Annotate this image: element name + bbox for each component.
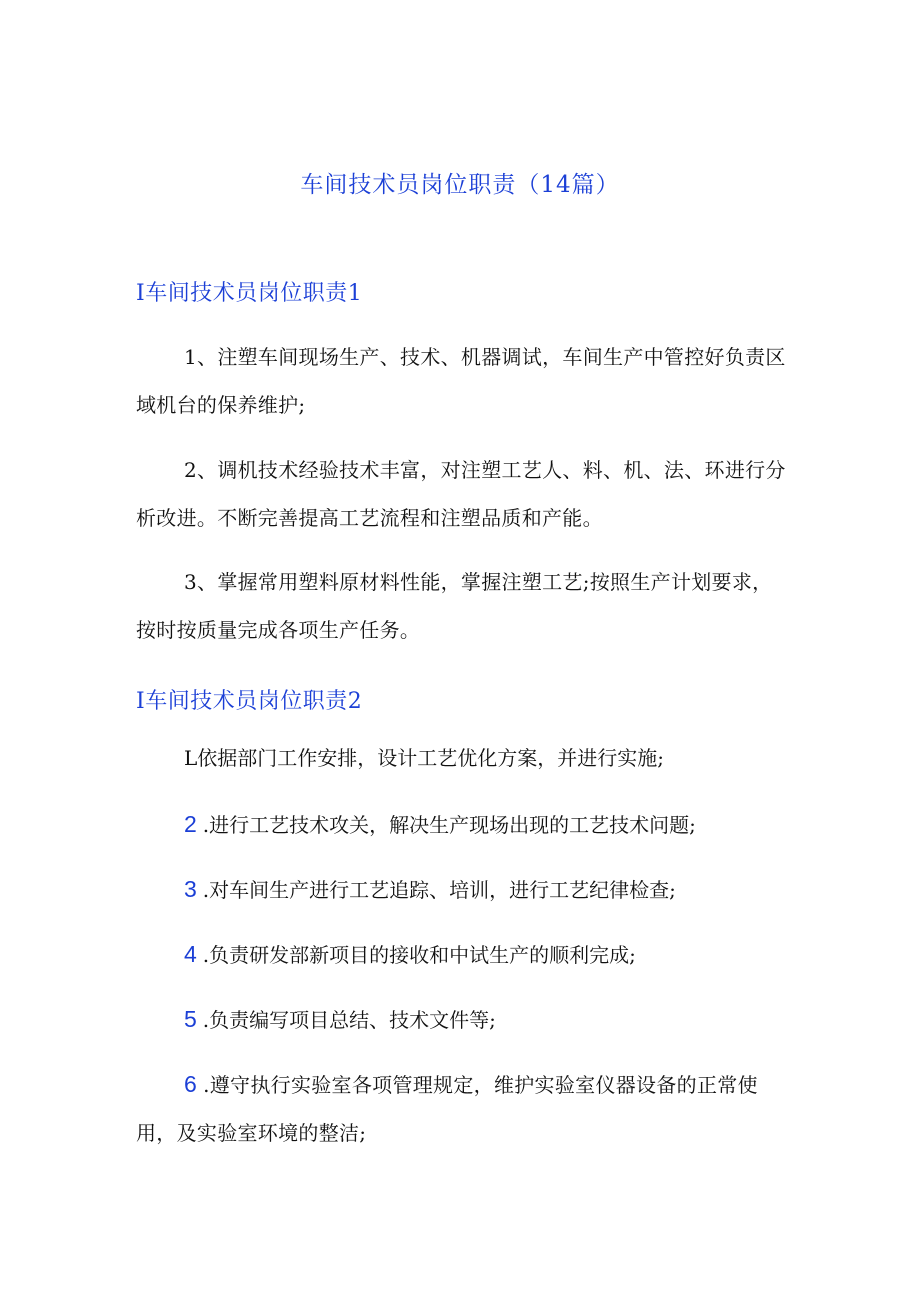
section-2-item-5 <box>184 1004 496 1035</box>
item-text: .进行工艺技术攻关，解决生产现场出现的工艺技术问题; <box>202 813 696 837</box>
section-2-item-6 <box>136 1060 786 1157</box>
section-2-item-1 <box>184 743 664 773</box>
document-title: 车间技术员岗位职责（14篇） <box>300 172 620 198</box>
item-text: .对车间生产进行工艺追踪、培训，进行工艺纪律检查; <box>202 878 676 902</box>
section-1-paragraph-3: 3、掌握常用塑料原材料性能，掌握注塑工艺;按照生产计划要求，按时按质量完成各项生产任务。 <box>136 570 773 642</box>
item-text: .负责编写项目总结、技术文件等; <box>202 1008 496 1032</box>
section-2-item-3 <box>184 874 676 905</box>
section-heading-2: I车间技术员岗位职责2 <box>136 689 363 714</box>
item-text: L依据部门工作安排，设计工艺优化方案，并进行实施; <box>184 746 665 770</box>
item-text: .负责研发部新项目的接收和中试生产的顺利完成; <box>202 943 636 967</box>
section-2-item-4 <box>184 939 636 970</box>
item-number: 2 <box>184 811 197 837</box>
item-text: .遵守执行实验室各项管理规定，维护实验室仪器设备的正常使用，及实验室环境的整洁; <box>136 1073 758 1145</box>
section-1-paragraph-1: 1、注塑车间现场生产、技术、机器调试，车间生产中管控好负责区域机台的保养维护; <box>136 345 786 417</box>
item-number: 4 <box>184 941 197 967</box>
section-heading-1: I车间技术员岗位职责1 <box>136 281 363 306</box>
section-2-item-2 <box>184 809 696 840</box>
item-number: 5 <box>184 1006 197 1032</box>
item-number: 3 <box>184 876 197 902</box>
item-number: 6 <box>184 1071 198 1097</box>
section-1-paragraph-2: 2、调机技术经验技术丰富，对注塑工艺人、料、机、法、环进行分析改进。不断完善提高工艺流程和注塑品质和产能。 <box>136 458 786 530</box>
